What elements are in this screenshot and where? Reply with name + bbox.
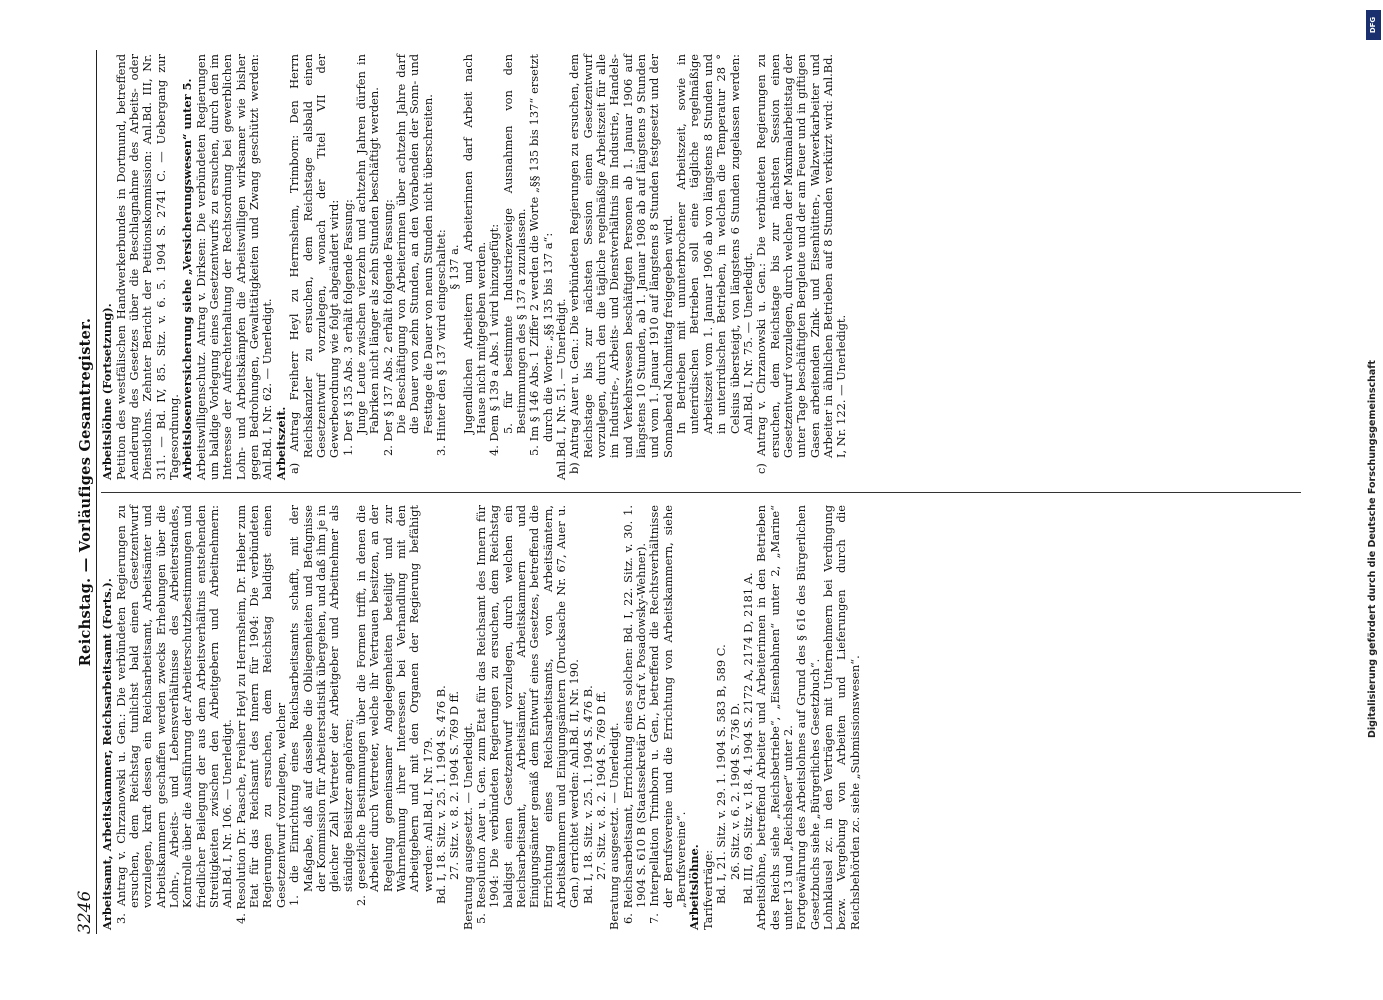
index-subitem: 5. Im § 146 Abs. 1 Ziffer 2 werden die Worte „§§ 135 bis 137“ ersetzt durch die Worte: „§§ 135 bis 137 a“: (527, 54, 555, 456)
dfg-logo-text: DFG (1369, 16, 1378, 34)
quoted-provision: 5. für bestimmte Industriezweige Ausnahmen von den Bestimmungen des § 137 a zuzulassen. (500, 54, 528, 434)
index-subitem: 2. Der § 137 Abs. 2 erhält folgende Fassung: (380, 199, 395, 456)
index-subitem: 2. gesetzliche Bestimmungen über die Formen trifft, in denen die Arbeiter durch Vertreter, welche ihr Vertrauen besitzen, an der Regelung gemeinsamer Angelegenheiten beteiligt und zur Wahrnehmung ihrer Interessen bei Verhandlung mit den Arbeitgebern und mit den Organen der Regierung befähigt werden: Anl.Bd. I, Nr. 179. (353, 505, 435, 906)
page-header (75, 50, 97, 934)
dfg-logo (1366, 10, 1381, 40)
index-entry: Fortgewährung des Arbeitslohnes auf Grund des § 616 des Bürgerlichen Gesetzbuchs siehe „Bürgerliches Gesetzbuch“. (794, 505, 822, 930)
index-subitem: 1. Der § 135 Abs. 3 erhält folgende Fassung: (340, 199, 355, 456)
session-reference: 27. Sitz. v. 8. 2. 1904 S. 769 D ff. (594, 691, 609, 880)
digitization-note-text: Digitalisierung gefördert durch die Deutsche Forschungsgemeinschaft (1367, 360, 1378, 738)
running-title: Reichstag. — Vorläufiges Gesamtregister. (77, 317, 94, 667)
index-entry: Beratung ausgesetzt. — Unerledigt. (460, 722, 475, 930)
left-column (101, 492, 1301, 934)
index-headword: Arbeitslosenversicherung siehe „Versicherungswesen“ unter 5. (180, 78, 195, 480)
index-item: a) Antrag Freiherr Heyl zu Herrnsheim, Trimborn: Den Herrn Reichskanzler zu ersuchen, dem Reichstage alsbald einen Gesetzentwurf vorzulegen, wonach der Titel VII der Gewerbeordnung wie folgt abgeändert wird: (287, 54, 342, 474)
index-headword: Arbeitslöhne (Fortsetzung). (100, 303, 115, 480)
index-item: b) Antrag Auer u. Gen.: Die verbündeten Regierungen zu ersuchen, dem Reichstage bis zur nächsten Session einen Gesetzentwurf vorzulegen, durch den die tägliche regelmäßige Arbeitszeit für alle im Industrie-, Arbeits- und Dienstverhältnis im Industrie, Handels- und Verkehrswesen beschäftigten Personen ab 1. Januar 1906 auf längstens 10 Stunden, ab 1. Januar 1908 ab auf längstens 9 Stunden und vom 1. Januar 1910 auf längstens 8 Stunden festgesetzt und der Sonnabend Nachmittag freigegeben wird. (567, 54, 675, 474)
index-entry: Lohnklausel zc. in den Verträgen mit Unternehmern bei Verdingung bezw. Vergebung von Arbeiten und Lieferungen durch die Reichsbehörden zc. siehe „Submissionswesen“. (820, 505, 862, 930)
index-entry: Beratung ausgesetzt. — Unerledigt. (607, 722, 622, 930)
session-reference: 26. Sitz. v. 6. 2. 1904 S. 736 D. (727, 702, 742, 880)
index-entry: Petition des westfälischen Handwerkerbundes in Dortmund, betreffend Aenderung des Gesetzes über die Beschlagnahme des Arbeits- oder Dienstlohns. Zehnter Bericht der Petitionskommission: Anl.Bd. III, Nr. 311. — Bd. IV, 85. Sitz. v. 6. 5. 1904 S. 2741 C. — Uebergang zur Tagesordnung. (113, 54, 182, 480)
session-reference: Bd. I, 18. Sitz. v. 25. 1. 1904 S. 476 B. (580, 685, 595, 904)
page-number: 3246 (75, 890, 95, 934)
digitization-note (1367, 48, 1379, 748)
session-reference: Bd. I, 18. Sitz. v. 25. 1. 1904 S. 476 B. (433, 685, 448, 904)
index-entry: Arbeitslöhne, betreffend Arbeiter und Arbeiterinnen in den Betrieben des Reichs siehe „Reichsbetriebe“, „Eisenbahnen“ unter 2, „Marine“ unter 13 und „Reichsheer“ unter 2. (754, 505, 795, 930)
index-entry: Anl.Bd. I, Nr. 51. — Unerledigt. (554, 298, 569, 480)
index-item: 5. Resolution Auer u. Gen. zum Etat für das Reichsamt des Innern für 1904: Die verbündeten Regierungen zu ersuchen, dem Reichstag baldigst einen Gesetzentwurf vorzulegen, durch welchen ein Reichsarbeitsamt, Arbeitsämter, Arbeitskammern und Einigungsämter gemäß dem Entwurf eines Gesetzes, betreffend die Errichtung eines Reichsarbeitsamts, von Arbeitsämtern, Arbeitskammern und Einigungsämtern (Drucksache Nr. 67, Auer u. Gen.) errichtet werden: Anl.Bd. II, Nr. 190. (473, 505, 582, 924)
index-item: c) Antrag v. Chrzanowski u. Gen.: Die verbündeten Regierungen zu ersuchen, dem Reichstage bis zur nächsten Session einen Gesetzentwurf vorzulegen, durch welchen der Maximalarbeitstag der unter Tage beschäftigten Bergleute und der am Feuer und in giftigen Gasen arbeitenden Zink- und Eisenhütten-, Walzwerkarbeiter und Arbeiter in ähnlichen Betrieben auf 8 Stunden verkürzt wird: Anl.Bd. I, Nr. 122. — Unerledigt. (754, 54, 849, 474)
index-headword: Arbeitslöhne. (687, 844, 702, 930)
two-column-body (101, 50, 1301, 934)
document-page (61, 20, 1351, 980)
digitization-strip (1361, 0, 1383, 1000)
right-column (101, 50, 1301, 492)
session-reference: Bd. I, 21. Sitz. v. 29. 1. 1904 S. 583 B, 589 C. (714, 644, 729, 904)
quoted-provision: Die Beschäftigung von Arbeiterinnen über achtzehn Jahre darf die Dauer von zehn Stunden, an den Vorabenden der Sonn- und Festtage die Dauer von neun Stunden nicht überschreiten. (393, 54, 435, 434)
quoted-provision: Junge Leute zwischen vierzehn und achtzehn Jahren dürfen in Fabriken nicht länger als zehn Stunden beschäftigt werden. (353, 54, 382, 434)
session-reference: Bd. III, 69. Sitz. v. 18. 4. 1904 S. 2172 A, 2174 D, 2181 A. (740, 572, 755, 904)
index-headword: Arbeitsamt, Arbeitskammer, Reichsarbeitsamt (Forts.). (100, 578, 115, 930)
index-item: 4. Resolution Dr. Paasche, Freiherr Heyl zu Herrnsheim, Dr. Hieber zum Etat für das Reichsamt des Innern für 1904: Die verbündeten Regierungen zu ersuchen, dem Reichstag baldigst einen Gesetzentwurf vorzulegen, welcher (233, 505, 288, 924)
section-number: § 137 a. (447, 244, 462, 290)
index-subitem: 4. Dem § 139 a Abs. 1 wird hinzugefügt: (487, 223, 502, 456)
index-subitem: 3. Hinter den § 137 wird eingeschaltet: (433, 229, 448, 456)
index-entry: Tarifverträge: (700, 849, 715, 930)
index-item: 3. Antrag v. Chrzanowski u. Gen.: Die verbündeten Regierungen zu ersuchen, dem Reichstag tunlichst bald einen Gesetzentwurf vorzulegen, kraft dessen ein Reichsarbeitsamt, Arbeitsämter und Arbeitskammern geschaffen werden zwecks Erhebungen über die Lohn-, Arbeits- und Lebensverhältnisse des Arbeiterstandes, Kontrolle über die Ausführung der Arbeiterschutzbestimmungen und friedlicher Beilegung der aus dem Arbeitsverhältnis entstehenden Streitigkeiten zwischen den Arbeitgebern und Arbeitnehmern: Anl.Bd. I, Nr. 106. — Unerledigt. (113, 505, 235, 924)
index-item: 6. Reichsarbeitsamt, Errichtung eines solchen: Bd. I, 22. Sitz. v. 30. 1. 1904 S. 610 B (Staatssekretär Dr. Graf v. Posadowsky-Wehner). (620, 505, 649, 924)
index-headword: Arbeitszeit. (273, 406, 288, 480)
session-reference: 27. Sitz. v. 8. 2. 1904 S. 769 D ff. (447, 691, 462, 880)
index-subitem: 1. die Einrichtung eines Reichsarbeitsamts schafft, mit der Maßgabe, daß auf dasselbe die Obliegenheiten und Befugnisse der Kommission für Arbeiterstatistik übergehen, und daß ihm je in gleicher Zahl Vertreter der Arbeitgeber und Arbeitnehmer als ständige Beisitzer angehören; (287, 505, 355, 906)
index-entry: Arbeitswilligenschutz. Antrag v. Dirksen: Die verbündeten Regierungen um baldige Vorlegung eines Gesetzentwurfs zu ersuchen, durch den im Interesse der Aufrechterhaltung der Rechtsordnung bei gewerblichen Lohn- und Arbeitskämpfen die Arbeitswilligen wirksamer wie bisher gegen Bedrohungen, Gewalttätigkeiten und Zwang geschützt werden: Anl.Bd. I, Nr. 62. — Unerledigt. (193, 54, 275, 480)
index-item: 7. Interpellation Trimborn u. Gen., betreffend die Rechtsverhältnisse der Berufsvereine und die Errichtung von Arbeitskammern, siehe „Berufsvereine“. (647, 505, 689, 924)
quoted-provision: Jugendlichen Arbeitern und Arbeiterinnen darf Arbeit nach Hause nicht mitgegeben werden. (460, 54, 488, 434)
quoted-provision: In Betrieben mit ununterbrochener Arbeitszeit, sowie in unterirdischen Betrieben soll eine tägliche regelmäßige Arbeitszeit vom 1. Januar 1906 ab von längstens 8 Stunden und in unterirdischen Betrieben, in welchen die Temperatur 28 ° Celsius übersteigt, von längstens 6 Stunden zugelassen werden: Anl.Bd. I, Nr. 75. — Unerledigt. (674, 54, 755, 434)
